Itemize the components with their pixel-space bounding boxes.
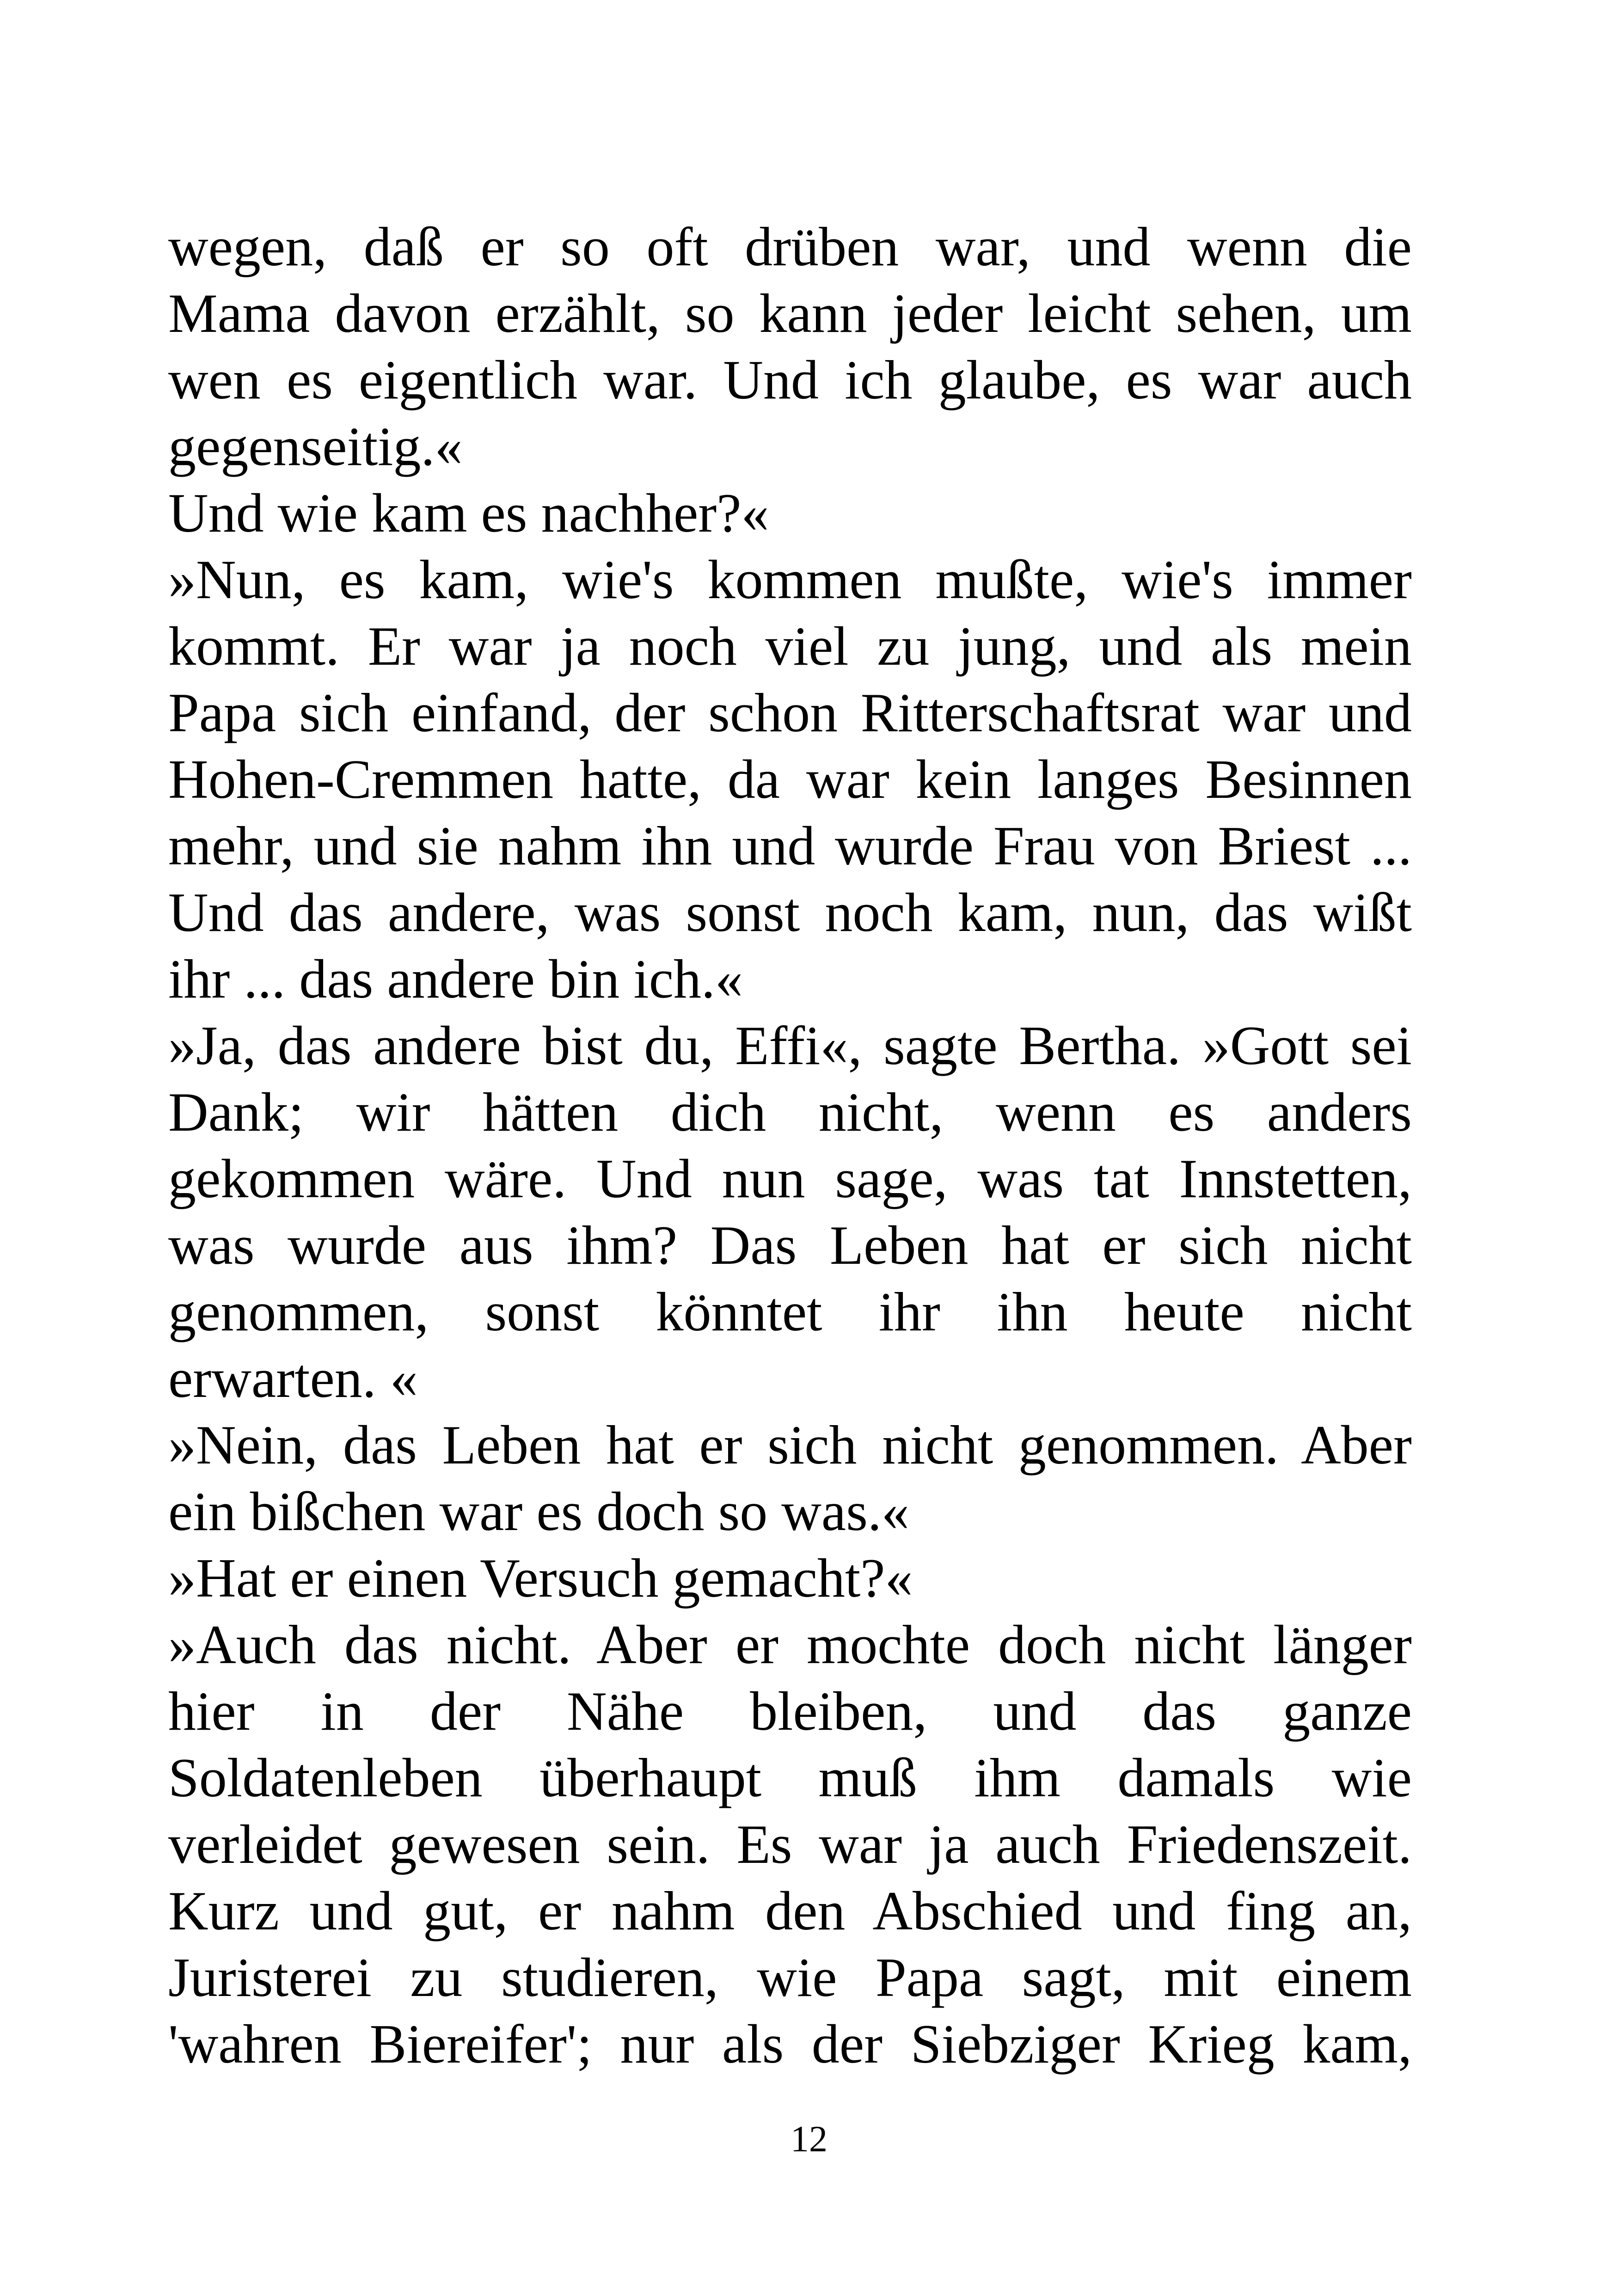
text-line: 'wahren Biereifer'; nur als der Siebziger Krieg kam, [168, 2013, 1412, 2075]
text-line: gekommen wäre. Und nun sage, was tat Innstetten, [168, 1148, 1412, 1209]
text-line: erwarten. « [168, 1347, 418, 1409]
text-line: hier in der Nähe bleiben, und das ganze [168, 1680, 1412, 1742]
text-line: mehr, und sie nahm ihn und wurde Frau von Briest ... [168, 815, 1412, 876]
text-line: wegen, daß er so oft drüben war, und wenn die [168, 216, 1412, 277]
text-line: Und wie kam es nachher?« [168, 482, 769, 544]
text-line: Mama davon erzählt, so kann jeder leicht sehen, um [168, 282, 1412, 344]
text-line: wen es eigentlich war. Und ich glaube, es war auch [168, 349, 1412, 410]
text-line: Und das andere, was sonst noch kam, nun, das wißt [168, 882, 1412, 943]
text-line: verleidet gewesen sein. Es war ja auch Friedenszeit. [168, 1813, 1412, 1875]
text-line: »Auch das nicht. Aber er mochte doch nicht länger [168, 1614, 1412, 1675]
text-line: genommen, sonst könntet ihr ihn heute nicht [168, 1281, 1412, 1342]
text-line: Dank; wir hätten dich nicht, wenn es anders [168, 1081, 1412, 1143]
text-line: was wurde aus ihm? Das Leben hat er sich nicht [168, 1214, 1412, 1276]
text-line: Papa sich einfand, der schon Ritterschaftsrat war und [168, 682, 1412, 743]
text-line: »Nun, es kam, wie's kommen mußte, wie's immer [168, 549, 1412, 610]
text-line: gegenseitig.« [168, 416, 463, 477]
text-line: ein bißchen war es doch so was.« [168, 1481, 909, 1542]
page-number: 12 [791, 2119, 827, 2160]
text-line: ihr ... das andere bin ich.« [168, 948, 743, 1010]
text-line: kommt. Er war ja noch viel zu jung, und als mein [168, 615, 1412, 677]
text-line: Kurz und gut, er nahm den Abschied und fing an, [168, 1880, 1412, 1941]
text-line: Juristerei zu studieren, wie Papa sagt, mit einem [168, 1947, 1412, 2008]
text-line: Hohen-Cremmen hatte, da war kein langes Besinnen [168, 748, 1412, 810]
text-line: Soldatenleben überhaupt muß ihm damals wie [168, 1747, 1412, 1808]
text-line: »Hat er einen Versuch gemacht?« [168, 1547, 913, 1609]
text-line: »Ja, das andere bist du, Effi«, sagte Bertha. »Gott sei [168, 1015, 1412, 1076]
body-text [168, 214, 1412, 2077]
text-line: »Nein, das Leben hat er sich nicht genommen. Aber [168, 1414, 1412, 1476]
